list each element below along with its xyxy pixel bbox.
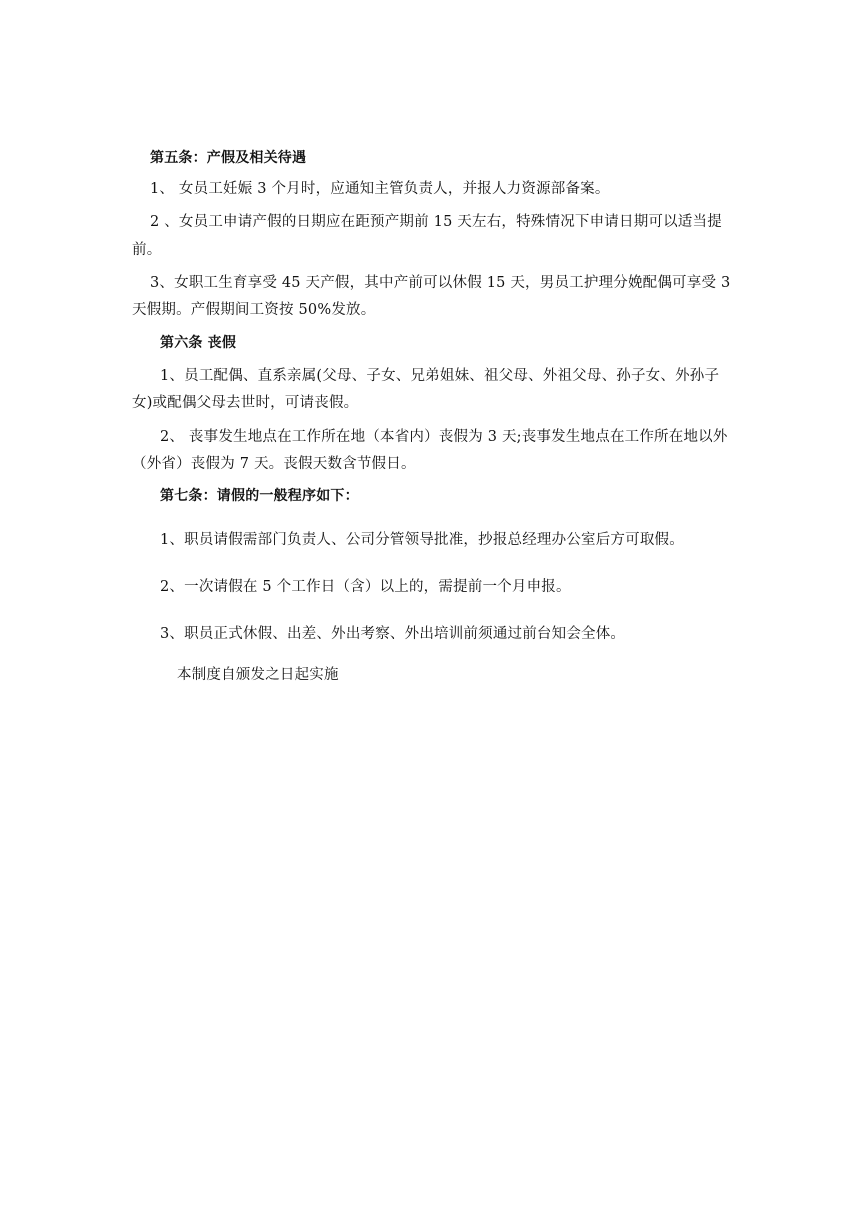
closing-statement: 本制度自颁发之日起实施 bbox=[177, 667, 339, 683]
article5-title: 第五条：产假及相关待遇 bbox=[150, 150, 307, 166]
article6-item1-line1: 1、员工配偶、直系亲属(父母、子女、兄弟姐妹、祖父母、外祖父母、孙子女、外孙子 bbox=[160, 368, 720, 384]
article5-item2-line2: 前。 bbox=[132, 242, 162, 258]
article5-item3-line1: 3、女职工生育享受 45 天产假，其中产前可以休假 15 天，男员工护理分娩配偶可享受 3 bbox=[150, 275, 731, 291]
article6-item2-line2: （外省）丧假为 7 天。丧假天数含节假日。 bbox=[132, 456, 416, 472]
article5-item2-line1: 2 、女员工申请产假的日期应在距预产期前 15 天左右，特殊情况下申请日期可以适当提 bbox=[150, 214, 722, 230]
article6-item2-line1: 2、 丧事发生地点在工作所在地（本省内）丧假为 3 天;丧事发生地点在工作所在地以外 bbox=[160, 429, 728, 445]
article7-title: 第七条：请假的一般程序如下： bbox=[160, 488, 359, 504]
article6-item1-line2: 女)或配偶父母去世时，可请丧假。 bbox=[132, 395, 359, 411]
article7-item2: 2、一次请假在 5 个工作日（含）以上的，需提前一个月申报。 bbox=[160, 579, 571, 595]
article5-item1: 1、 女员工妊娠 3 个月时，应通知主管负责人，并报人力资源部备案。 bbox=[150, 181, 610, 197]
article7-item3: 3、职员正式休假、出差、外出考察、外出培训前须通过前台知会全体。 bbox=[160, 626, 626, 642]
article7-item1: 1、职员请假需部门负责人、公司分管领导批准，抄报总经理办公室后方可取假。 bbox=[160, 532, 684, 548]
article5-item3-line2: 天假期。产假期间工资按 50%发放。 bbox=[132, 302, 376, 318]
article6-title: 第六条 丧假 bbox=[160, 335, 237, 351]
